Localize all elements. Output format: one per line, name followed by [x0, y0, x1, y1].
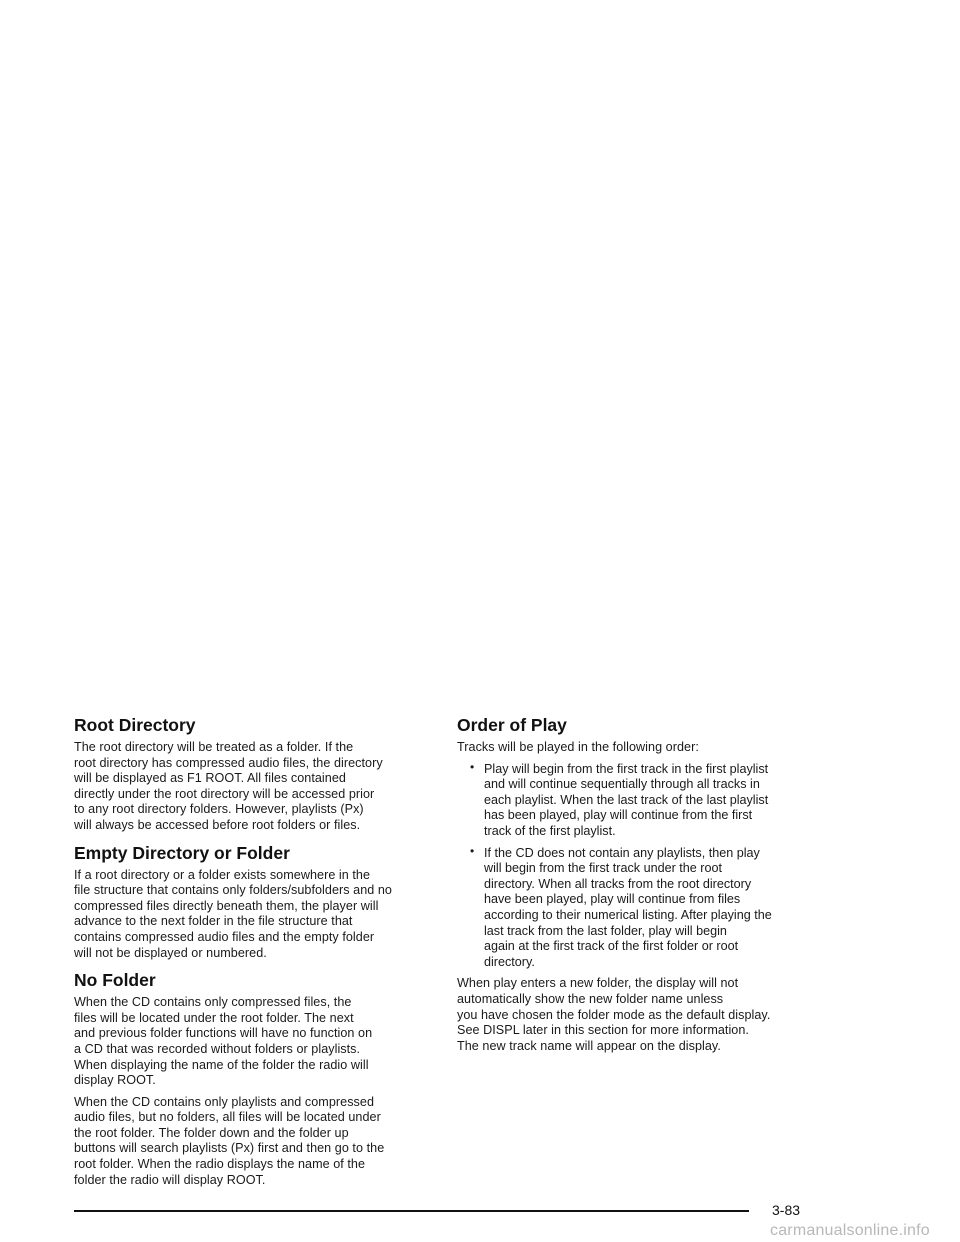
no-folder-paragraph-2 [74, 1095, 436, 1189]
text-line: has been played, play will continue from the first [484, 808, 753, 823]
text-line: advance to the next folder in the file structure that [74, 914, 353, 929]
text-line: compressed files directly beneath them, the player will [74, 898, 379, 913]
text-line: you have chosen the folder mode as the default display. [457, 1007, 771, 1022]
order-of-play-intro: Tracks will be played in the following order: [457, 740, 699, 754]
text-line: track of the first playlist. [484, 823, 616, 838]
text-line: If the CD does not contain any playlists, then play [484, 845, 760, 860]
bullet-icon: • [470, 843, 475, 858]
order-of-play-list [457, 759, 819, 971]
text-line: directly under the root directory will be accessed prior [74, 786, 375, 801]
text-line: contains compressed audio files and the empty folder [74, 929, 375, 944]
root-directory-paragraph [74, 740, 436, 834]
text-line: When the CD contains only compressed files, the [74, 995, 352, 1010]
page-number: 3-83 [772, 1202, 801, 1218]
text-line: root folder. When the radio displays the name of the [74, 1157, 366, 1172]
text-line: each playlist. When the last track of the last playlist [484, 792, 769, 807]
heading-no-folder: No Folder [74, 970, 156, 991]
text-line: the root folder. The folder down and the folder up [74, 1125, 349, 1140]
text-line: If a root directory or a folder exists somewhere in the [74, 867, 371, 882]
footer-divider [74, 1210, 749, 1212]
watermark: carmanualsonline.info [770, 1222, 930, 1239]
text-line: will begin from the first track under the root [484, 861, 722, 876]
text-line: audio files, but no folders, all files will be located under [74, 1110, 381, 1125]
heading-root-directory: Root Directory [74, 715, 196, 735]
text-line: to any root directory folders. However, playlists (Px) [74, 802, 364, 817]
text-line: file structure that contains only folders/subfolders and no [74, 883, 392, 898]
text-line: root directory has compressed audio files, the directory [74, 755, 383, 770]
text-line: a CD that was recorded without folders or playlists. [74, 1041, 361, 1056]
empty-directory-paragraph [74, 868, 436, 962]
text-line: have been played, play will continue from files [484, 892, 741, 907]
text-line: will be displayed as F1 ROOT. All files contained [74, 771, 346, 786]
text-line: When displaying the name of the folder the radio will [74, 1057, 369, 1072]
text-line: display ROOT. [74, 1073, 156, 1088]
heading-empty-directory: Empty Directory or Folder [74, 842, 290, 863]
right-column [457, 715, 819, 1060]
heading-order-of-play: Order of Play [457, 715, 567, 735]
no-folder-paragraph-1 [74, 995, 436, 1089]
text-line: according to their numerical listing. After playing the [484, 907, 772, 922]
text-line: When play enters a new folder, the display will not [457, 976, 739, 991]
text-line: will not be displayed or numbered. [74, 945, 267, 960]
text-line: and will continue sequentially through all tracks in [484, 777, 760, 792]
text-line: Play will begin from the first track in the first playlist [484, 761, 769, 776]
text-line: See DISPL later in this section for more information. [457, 1023, 749, 1038]
text-line: again at the first track of the first folder or root [484, 939, 739, 954]
text-line: and previous folder functions will have no function on [74, 1026, 373, 1041]
list-item [457, 759, 819, 840]
text-line: files will be located under the root folder. The next [74, 1010, 354, 1025]
order-of-play-closing [457, 976, 819, 1054]
text-line: The root directory will be treated as a folder. If the [74, 740, 354, 754]
left-column [74, 715, 436, 1194]
text-line: last track from the last folder, play will begin [484, 923, 727, 938]
text-line: automatically show the new folder name unless [457, 991, 724, 1006]
text-line: buttons will search playlists (Px) first and then go to the [74, 1141, 385, 1156]
text-line: directory. [484, 954, 535, 969]
list-item [457, 843, 819, 971]
text-line: When the CD contains only playlists and compressed [74, 1094, 374, 1109]
text-line: The new track name will appear on the display. [457, 1038, 721, 1053]
bullet-icon: • [470, 759, 475, 774]
text-line: folder the radio will display ROOT. [74, 1172, 266, 1187]
text-line: directory. When all tracks from the root directory [484, 876, 752, 891]
text-line: will always be accessed before root folders or files. [74, 817, 361, 832]
